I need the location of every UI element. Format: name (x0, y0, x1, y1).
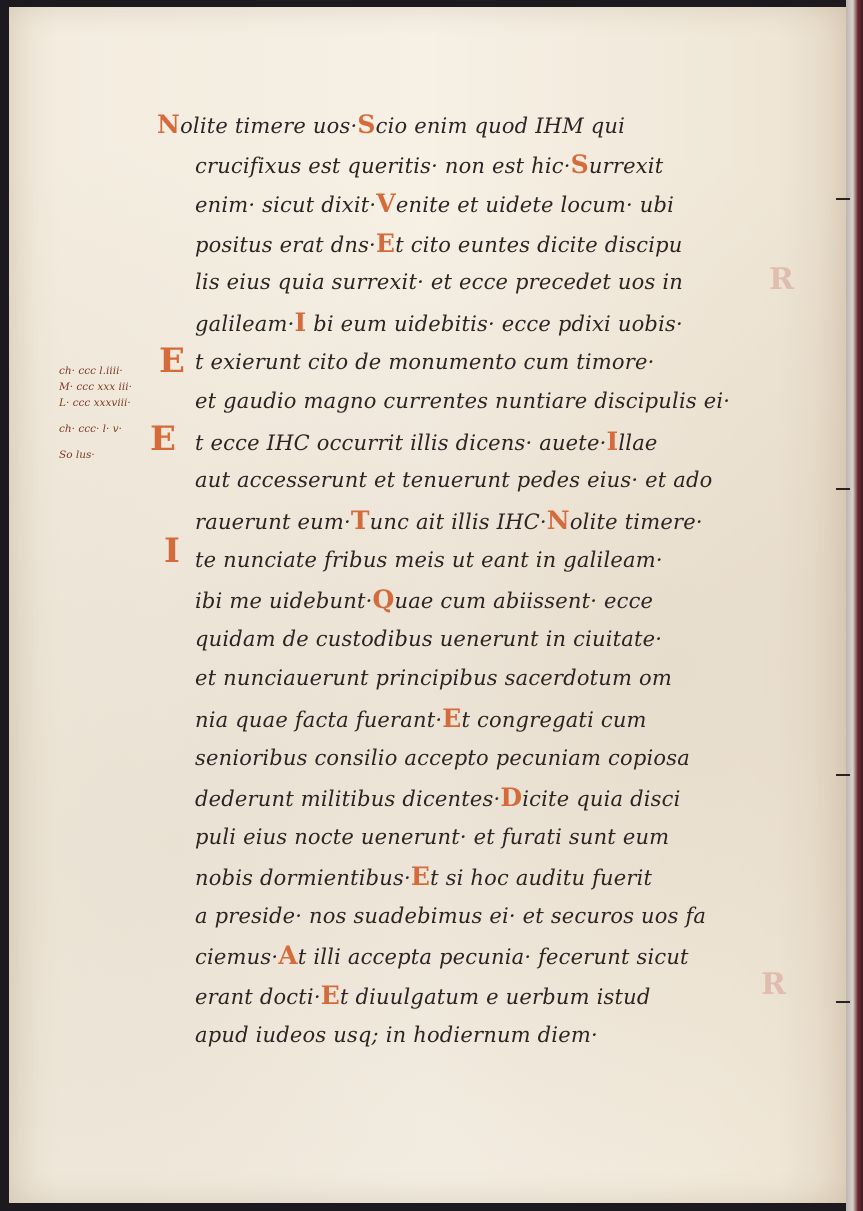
text-line (195, 580, 795, 620)
line-text: nia quae facta fuerant· (195, 707, 443, 732)
text-line (195, 382, 795, 422)
text-line (195, 620, 795, 660)
text-line (195, 1016, 795, 1056)
text-line (195, 857, 795, 897)
line-text: galileam· (195, 311, 295, 336)
line-text: t exierunt cito de monumento cum timore· (195, 349, 655, 374)
line-text: a preside· nos suadebimus ei· et securos uos fa (195, 903, 707, 928)
rubricated-initial: N (157, 110, 181, 139)
line-text: erant docti· (195, 985, 321, 1010)
line-text: et nunciauerunt principibus sacerdotum om (195, 666, 672, 691)
text-line (195, 778, 795, 818)
stitch-thread (836, 198, 850, 200)
rubricated-initial: Q (372, 585, 395, 615)
text-line (195, 897, 795, 937)
line-text: cio enim quod IHM qui (375, 114, 626, 138)
line-text: llae (618, 430, 658, 455)
marginal-note: M· ccc xxx iii· (59, 381, 132, 393)
rubricated-initial: S (357, 110, 376, 139)
line-text: t cito euntes dicite discipu (395, 232, 683, 257)
text-line (195, 936, 795, 976)
line-text: ciemus· (195, 945, 279, 970)
line-text: enim· sicut dixit· (195, 193, 377, 218)
text-line (195, 739, 795, 779)
line-text: t si hoc auditu fuerit (430, 866, 653, 891)
text-line (195, 184, 795, 224)
line-text: uae cum abiissent· ecce (394, 589, 654, 614)
marginal-note: L· ccc xxxviii· (59, 397, 131, 409)
line-text: t ecce IHC occurrit illis dicens· auete· (195, 430, 607, 455)
text-line (195, 145, 795, 185)
stitch-thread (836, 488, 850, 490)
marginal-note: ch· ccc· l· v· (59, 423, 122, 435)
text-line (195, 422, 795, 462)
rubricated-initial: N (546, 505, 570, 535)
rubricated-initial: E (320, 981, 340, 1011)
line-text: olite timere· (569, 509, 703, 534)
line-text: urrexit (588, 153, 664, 178)
line-text: dederunt militibus dicentes· (195, 787, 501, 812)
marginal-notes (59, 363, 159, 463)
line-text: aut accesserunt et tenuerunt pedes eius· et ado (195, 468, 713, 493)
line-text: senioribus consilio accepto pecuniam copiosa (195, 745, 690, 770)
line-text: positus erat dns· (195, 232, 376, 257)
text-line (195, 699, 795, 739)
rubricated-initial: E (442, 703, 462, 733)
text-line (195, 303, 795, 343)
text-line (195, 818, 795, 858)
rubricated-initial: D (500, 783, 523, 813)
line-text: lis eius quia surrexit· et ecce precedet uos in (195, 270, 683, 295)
line-text: quidam de custodibus uenerunt in ciuitate· (195, 626, 663, 651)
rubricated-initial: S (570, 149, 589, 179)
rubricated-initial: T (350, 505, 370, 535)
binding-edge (846, 0, 863, 1211)
drop-initial: E (159, 341, 185, 381)
line-text: unc ait illis IHC· (369, 509, 547, 534)
line-text: rauerunt eum· (195, 509, 351, 534)
drop-initial: E (150, 419, 176, 459)
stitch-thread (836, 774, 850, 776)
text-line (195, 501, 795, 541)
manuscript-page (9, 7, 846, 1203)
line-text: icite quia disci (522, 787, 681, 812)
line-text: ibi me uidebunt· (195, 589, 373, 614)
line-text: bi eum uidebitis· ecce pdixi uobis· (306, 311, 683, 336)
line-text: et gaudio magno currentes nuntiare discipulis ei· (195, 389, 731, 414)
rubricated-initial: V (376, 189, 396, 219)
rubricated-initial: I (294, 307, 307, 337)
rubricated-initial: A (278, 941, 298, 971)
line-text: crucifixus est queritis· non est hic· (195, 153, 571, 178)
text-line (195, 976, 795, 1016)
text-line (195, 263, 795, 303)
line-text: nobis dormientibus· (195, 866, 411, 891)
text-line (157, 105, 795, 145)
line-text: t diuulgatum e uerbum istud (339, 985, 651, 1010)
rubricated-initial: I (606, 426, 619, 456)
line-text: puli eius nocte uenerunt· et furati sunt eum (195, 824, 670, 849)
rubricated-initial: E (410, 862, 431, 892)
drop-initial: I (164, 531, 180, 571)
show-through-letter: R (761, 967, 786, 1002)
text-line (195, 461, 795, 501)
line-text: enite et uidete locum· ubi (395, 193, 675, 218)
line-text: t congregati cum (461, 707, 647, 732)
show-through-letter: R (769, 262, 794, 297)
text-block (157, 105, 795, 1055)
stitch-thread (836, 1001, 850, 1003)
text-line (195, 224, 795, 264)
marginal-note: So lus· (59, 449, 95, 461)
text-line (195, 343, 795, 383)
rubricated-initial: E (375, 228, 396, 258)
marginal-note: ch· ccc l.iiii· (59, 365, 123, 377)
line-text: olite timere uos· (180, 114, 358, 138)
line-text: te nunciate fribus meis ut eant in galileam· (195, 547, 663, 572)
text-line (195, 541, 795, 581)
text-line (195, 659, 795, 699)
line-text: t illi accepta pecunia· fecerunt sicut (297, 945, 689, 970)
line-text: apud iudeos usq; in hodiernum diem· (195, 1022, 598, 1047)
